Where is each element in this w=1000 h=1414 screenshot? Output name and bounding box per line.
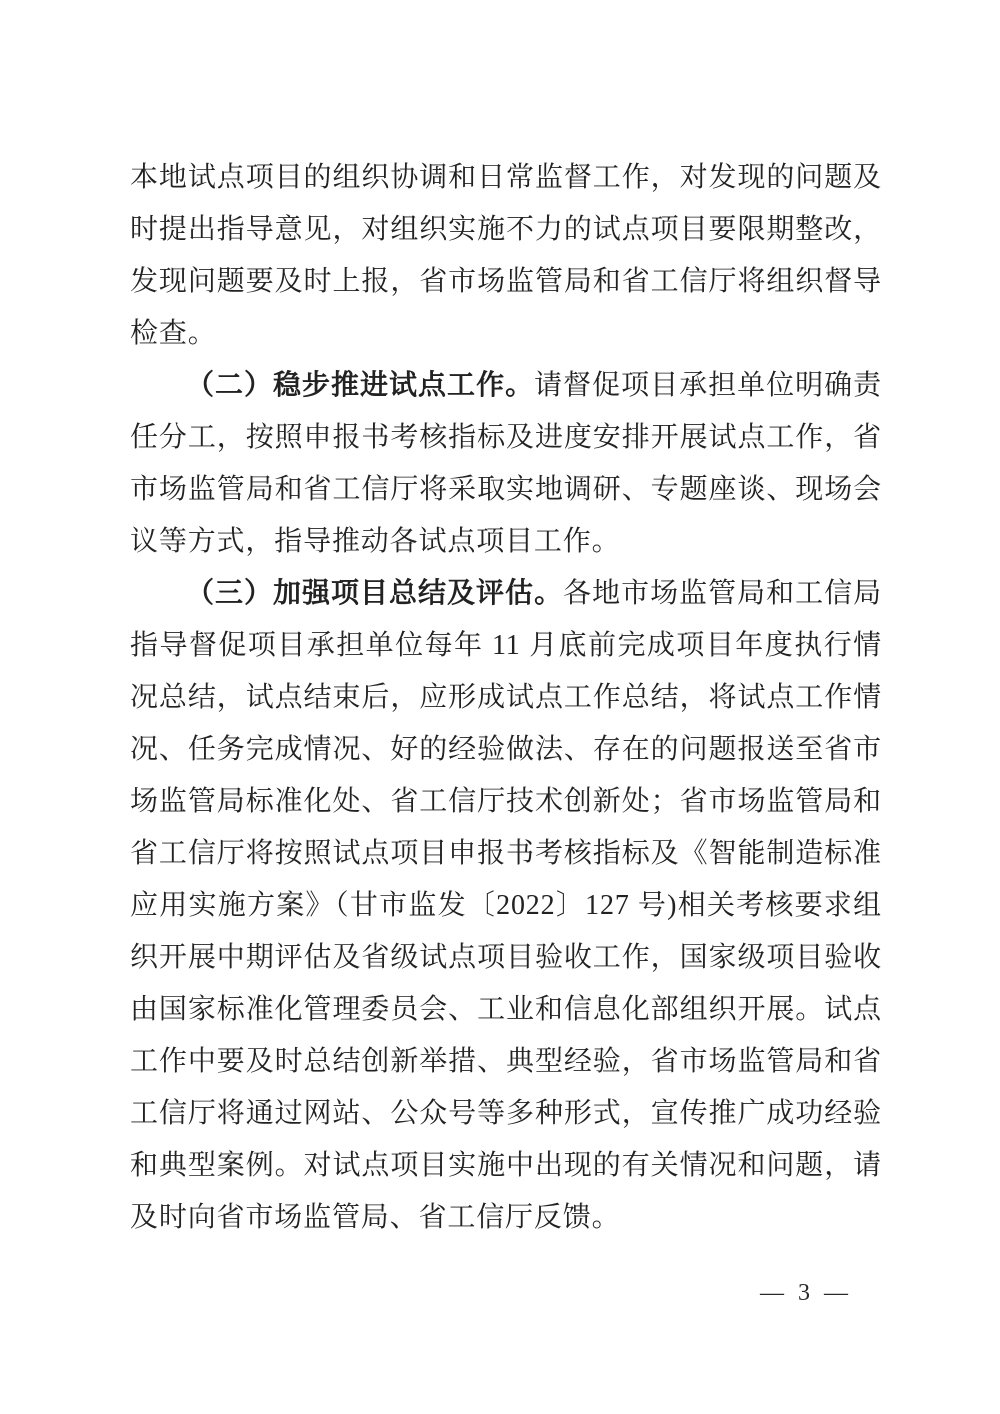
- document-body: [130, 152, 882, 1244]
- page-number: — 3 —: [760, 1280, 852, 1306]
- section-2-heading: （二）稳步推进试点工作。: [186, 370, 535, 401]
- paragraph-text: 本地试点项目的组织协调和日常监督工作，对发现的问题及时提出指导意见，对组织实施不力的试点项目要限期整改，发现问题要及时上报，省市场监管局和省工信厅将组织督导检查。: [130, 162, 882, 349]
- paragraph-text: 请督促项目承担单位明确责任分工，按照申报书考核指标及进度安排开展试点工作，省市场监管局和省工信厅将采取实地调研、专题座谈、现场会议等方式，指导推动各试点项目工作。: [130, 370, 882, 557]
- paragraph-section-3: [130, 568, 882, 1244]
- paragraph-continuation: [130, 152, 882, 360]
- paragraph-section-2: [130, 360, 882, 568]
- paragraph-text: 各地市场监管局和工信局指导督促项目承担单位每年 11 月底前完成项目年度执行情况总结，试点结束后，应形成试点工作总结，将试点工作情况、任务完成情况、好的经验做法、存在的问题报送至省市场监管局标准化处、省工信厅技术创新处；省市场监管局和省工信厅将按照试点项目申报书考核指标及《智能制造标准应用实施方案》（甘市监发〔2022〕127 号)相关考核要求组织开展中期评估及省级试点项目验收工作，国家级项目验收由国家标准化管理委员会、工业和信息化部组织开展。试点工作中要及时总结创新举措、典型经验，省市场监管局和省工信厅将通过网站、公众号等多种形式，宣传推广成功经验和典型案例。对试点项目实施中出现的有关情况和问题，请及时向省市场监管局、省工信厅反馈。: [130, 578, 882, 1233]
- section-3-heading: （三）加强项目总结及评估。: [186, 578, 564, 609]
